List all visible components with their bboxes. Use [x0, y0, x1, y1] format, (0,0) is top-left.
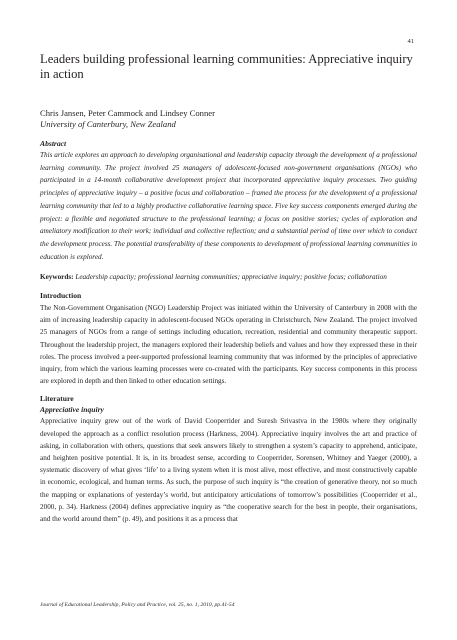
article-title: Leaders building professional learning communities: Appreciative inquiry in action	[40, 52, 413, 81]
appreciative-inquiry-subheading: Appreciative inquiry	[40, 405, 104, 415]
introduction-heading: Introduction	[40, 291, 82, 301]
literature-heading: Literature	[40, 394, 74, 404]
article-content	[40, 52, 417, 532]
author-affiliation: University of Canterbury, New Zealand	[40, 119, 176, 129]
page-number: 41	[407, 38, 414, 45]
author-list: Chris Jansen, Peter Cammock and Lindsey Conner	[40, 108, 215, 118]
keywords-label: Keywords:	[40, 273, 74, 282]
literature-text: Appreciative inquiry grew out of the work of David Cooperrider and Suresh Srivastva in the 1980s where they originally developed the approach as a conflict resolution process (Harkness, 2004). Appreciative inquiry involves the art and practice of asking, in collaboration with others, questions that seek answers likely to strengthen a system’s capacity to apprehend, anticipate, and heighten positive potential. It is, in its broadest sense, according to Cooperrider, Sorensen, Whitney and Yaeger (2000), a systematic discovery of what gives ‘life’ to a living system when it is most alive, most effective, and most constructively capable in economic, ecological, and human terms. As such, the purpose of such inquiry is “the creation of generative theory, not so much the mapping or explanations of yesterday’s world, but anticipatory articulations of tomorrow’s possibilities (Cooperrider et al., 2000, p. 34). Harkness (2004) defines appreciative inquiry as “the cooperative search for the best in people, their organisations, and the world around them” (p. 49), and positions it as a process that	[40, 417, 417, 524]
introduction-text: The Non-Government Organisation (NGO) Leadership Project was initiated within the University of Canterbury in 2008 with the aim of increasing leadership capacity in adolescent-focused NGOs operating in Christchurch, New Zealand. The project involved 25 managers of NGOs from a range of settings including education, recreation, residential and community therapeutic support. Throughout the leadership project, the managers explored their leadership beliefs and values and how they expressed these in their roles. The process involved a peer-supported professional learning community that was informed by the principles of appreciative inquiry, from which the various learning processes were co-created with the participants. Key success components in this process are explored in depth and then linked to other education settings.	[40, 304, 417, 386]
abstract-text: This article explores an approach to developing organisational and leadership capacity through the development of a professional learning community. The project involved 25 managers of adolescent-focused non-government organisations (NGOs) who participated in a 14-month collaborative development project that incorporated appreciative inquiry processes. Two guiding principles of appreciative inquiry – a positive focus and collaboration – framed the process for the development of a professional learning community that led to a highly productive collaborative learning space. Five key success components emerged during the project: a flexible and negotiated structure to the professional learning; a focus on positive stories; cycles of exploration and ameliatory modification to their work; individual and collective reflection; and a substantial period of time over which to conduct the development process. The potential transferability of these components to development of professional learning communities in education is explored.	[40, 151, 417, 261]
journal-footer: Journal of Educational Leadership, Policy and Practice, vol. 25, no. 1, 2010, pp.41-54	[40, 602, 235, 608]
keywords-text: Leadership capacity; professional learning communities; appreciative inquiry; positive focus; collaboration	[75, 273, 387, 282]
keywords-line	[40, 271, 417, 284]
abstract-heading: Abstract	[40, 139, 67, 148]
